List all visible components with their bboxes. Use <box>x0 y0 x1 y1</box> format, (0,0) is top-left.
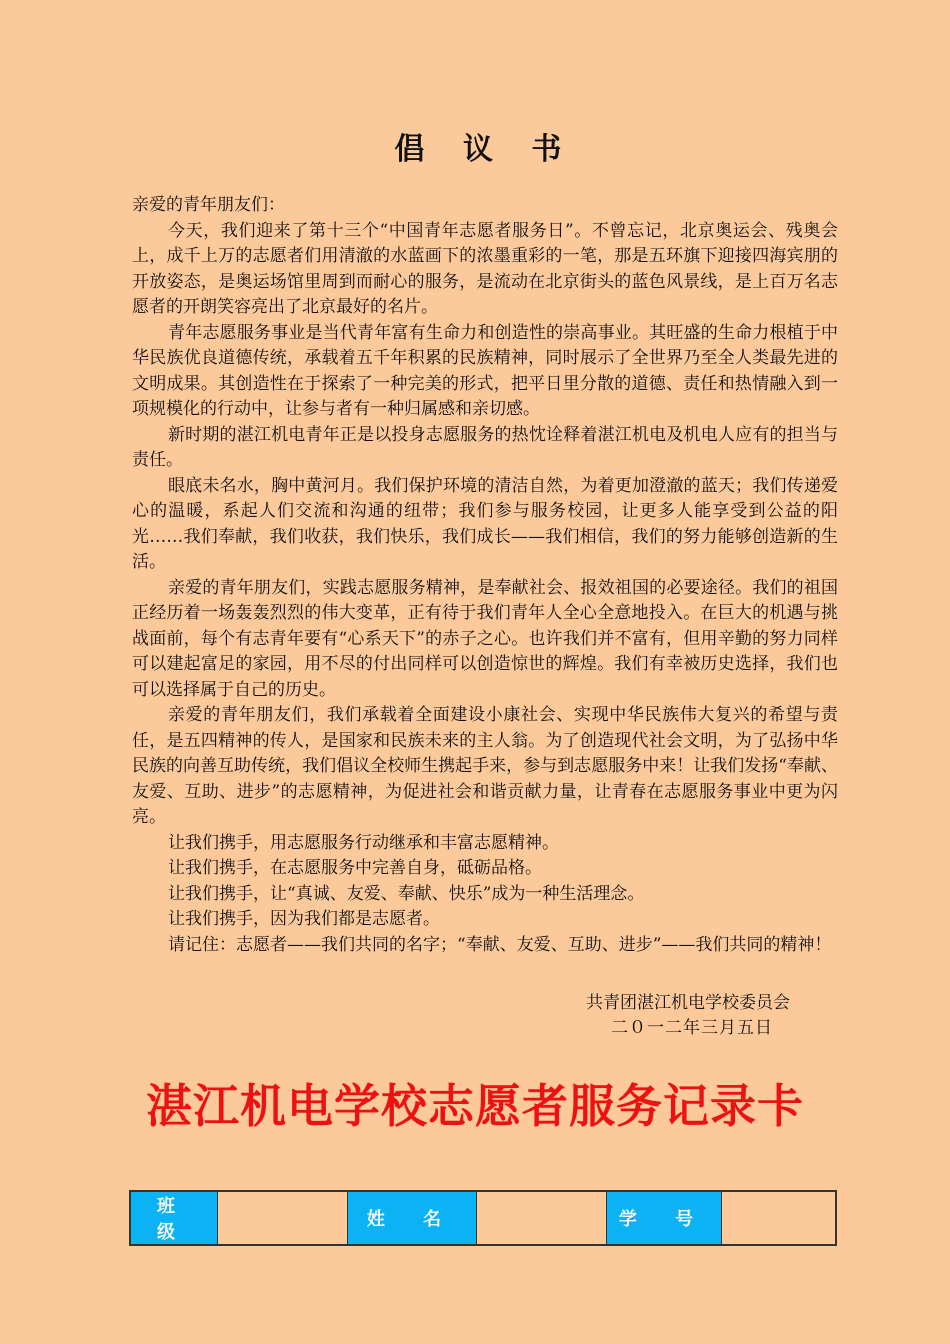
paragraph: 让我们携手，用志愿服务行动继承和丰富志愿精神。 <box>168 832 559 853</box>
paragraph: 新时期的湛江机电青年正是以投身志愿服务的热忱诠释着湛江机电及机电人应有的担当与责任。 <box>132 424 838 470</box>
card-title: 湛江机电学校志愿者服务记录卡 <box>146 1079 804 1133</box>
paragraph: 眼底未名水，胸中黄河月。我们保护环境的清洁自然，为着更加澄澈的蓝天；我们传递爱心的温暖，系起人们交流和沟通的纽带；我们参与服务校园，让更多人能享受到公益的阳光……我们奉献，我们收获，我们快乐，我们成长——我们相信，我们的努力能够创造新的生活。 <box>132 475 838 572</box>
student-id-field[interactable] <box>722 1191 837 1245</box>
paragraph: 让我们携手，在志愿服务中完善自身，砥砺品格。 <box>168 858 542 878</box>
paragraph: 请记住：志愿者——我们共同的名字；“奉献、友爱、互助、进步”——我们共同的精神！ <box>168 934 832 955</box>
letter-body <box>132 193 838 958</box>
paragraph: 亲爱的青年朋友们，实践志愿服务精神，是奉献社会、报效祖国的必要途径。我们的祖国正经历着一场轰轰烈烈的伟大变革，正有待于我们青年人全心全意地投入。在巨大的机遇与挑战面前，每个有志青年要有“心系天下”的赤子之心。也许我们并不富有，但用辛勤的努力同样可以建起富足的家园，用不尽的付出同样可以创造惊世的辉煌。我们有幸被历史选择，我们也可以选择属于自己的历史。 <box>132 577 838 700</box>
signature-date: 二０一二年三月五日 <box>611 1018 773 1038</box>
table-row <box>130 1191 836 1245</box>
greeting: 亲爱的青年朋友们： <box>132 195 285 215</box>
page-title: 倡 议 书 <box>394 132 576 167</box>
name-label: 姓 名 <box>348 1191 477 1245</box>
paragraph: 青年志愿服务事业是当代青年富有生命力和创造性的崇高事业。其旺盛的生命力根植于中华民族优良道德传统，承载着五千年积累的民族精神，同时展示了全世界乃至全人类最先进的文明成果。其创造性在于探索了一种完美的形式，把平日里分散的道德、责任和热情融入到一项规模化的行动中，让参与者有一种归属感和亲切感。 <box>132 322 838 419</box>
class-field[interactable] <box>218 1191 348 1245</box>
paragraph: 让我们携手，因为我们都是志愿者。 <box>168 909 440 929</box>
paragraph: 让我们携手，让“真诚、友爱、奉献、快乐”成为一种生活理念。 <box>168 883 645 904</box>
paragraph: 今天，我们迎来了第十三个“中国青年志愿者服务日”。不曾忘记，北京奥运会、残奥会上，成千上万的志愿者们用清澈的水蓝画下的浓墨重彩的一笔，那是五环旗下迎接四海宾朋的开放姿态，是奥运场馆里周到而耐心的服务，是流动在北京街头的蓝色风景线，是上百万名志愿者的开朗笑容亮出了北京最好的名片。 <box>132 220 838 317</box>
student-id-label: 学 号 <box>607 1191 722 1245</box>
name-field[interactable] <box>477 1191 607 1245</box>
signature-org: 共青团湛江机电学校委员会 <box>586 993 790 1013</box>
record-card-table <box>129 1190 837 1246</box>
paragraph: 亲爱的青年朋友们，我们承载着全面建设小康社会、实现中华民族伟大复兴的希望与责任，是五四精神的传人，是国家和民族未来的主人翁。为了创造现代社会文明，为了弘扬中华民族的向善互助传统，我们倡议全校师生携起手来，参与到志愿服务中来！让我们发扬“奉献、友爱、互助、进步”的志愿精神，为促进社会和谐贡献力量，让青春在志愿服务事业中更为闪亮。 <box>132 705 838 827</box>
class-label: 班 级 <box>130 1191 218 1245</box>
